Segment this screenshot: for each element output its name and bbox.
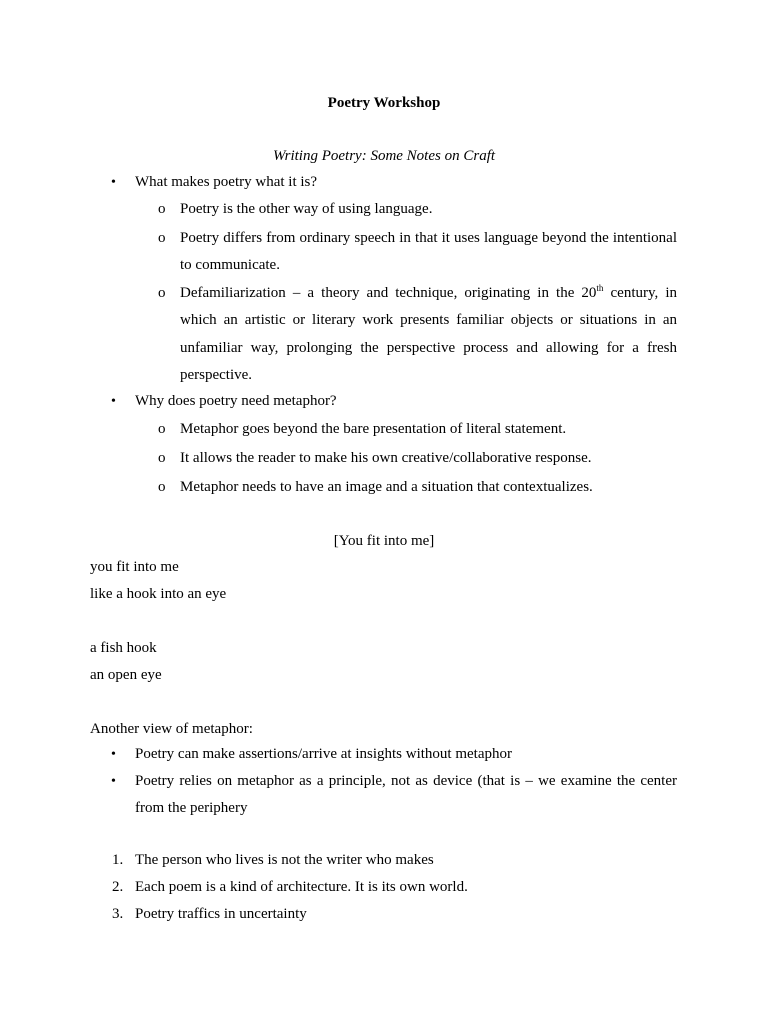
sub-list-item — [90, 415, 677, 444]
sub-item-text: Poetry is the other way of using language. — [180, 201, 433, 217]
circle-bullet-icon: o — [158, 284, 166, 301]
poem-line: a fish hook — [90, 640, 157, 656]
poem-line: like a hook into an eye — [90, 586, 227, 602]
sub-list-item — [90, 196, 677, 224]
section-heading: Another view of metaphor: — [90, 721, 253, 737]
section-what-makes-poetry — [90, 169, 677, 390]
question-text: Why does poetry need metaphor? — [135, 393, 337, 409]
sub-list-item — [90, 280, 677, 390]
item-number: 2. — [112, 879, 124, 895]
document-subtitle: Writing Poetry: Some Notes on Craft — [272, 148, 496, 164]
circle-bullet-icon: o — [158, 201, 166, 217]
sub-item-text-start: Defamiliarization – a theory and technique, originating in the 20 — [180, 284, 597, 301]
ordinal-superscript: th — [596, 282, 604, 293]
poem-line: you fit into me — [90, 559, 179, 575]
bullet-icon: • — [111, 394, 116, 409]
bullet-icon: • — [111, 747, 116, 762]
item-number: 3. — [112, 906, 124, 922]
bullet-text: Poetry relies on metaphor as a principle, not as device (that is – we examine the center from the periphery — [135, 773, 677, 816]
poem-title: [You fit into me] — [333, 533, 435, 549]
sub-item-text: Poetry differs from ordinary speech in that it uses language beyond the intentional to communicate. — [180, 229, 677, 273]
sub-item-text: Metaphor goes beyond the bare presentation of literal statement. — [180, 421, 567, 437]
circle-bullet-icon: o — [158, 229, 166, 246]
item-text: Each poem is a kind of architecture. It is its own world. — [135, 879, 468, 895]
circle-bullet-icon: o — [158, 479, 166, 495]
bullet-icon: • — [111, 175, 116, 190]
sub-item-text-end: century, in which an artistic or literary work presents familiar objects or situations in an unfamiliar way, prolonging the perspective process and allowing for a fresh perspective. — [180, 284, 677, 383]
bullet-question — [90, 169, 677, 196]
numbered-item — [90, 847, 677, 874]
sub-list-item — [90, 473, 677, 502]
circle-bullet-icon: o — [158, 450, 166, 466]
bullet-question — [90, 388, 677, 415]
sub-list-item — [90, 444, 677, 473]
section-why-metaphor — [90, 388, 677, 502]
numbered-item — [90, 874, 677, 901]
bullet-icon: • — [111, 774, 116, 789]
another-view-list — [90, 741, 677, 822]
item-text: The person who lives is not the writer who makes — [135, 852, 434, 868]
bullet-text: Poetry can make assertions/arrive at insights without metaphor — [135, 746, 512, 762]
sub-item-text: It allows the reader to make his own creative/collaborative response. — [180, 450, 592, 466]
poem-line: an open eye — [90, 667, 162, 683]
sub-item-text: Metaphor needs to have an image and a situation that contextualizes. — [180, 479, 593, 495]
numbered-item — [90, 901, 677, 928]
item-number: 1. — [112, 852, 124, 868]
numbered-list — [90, 847, 677, 928]
question-text: What makes poetry what it is? — [135, 174, 318, 190]
bullet-item — [90, 741, 677, 768]
sub-list-item — [90, 225, 677, 280]
document-title: Poetry Workshop — [327, 95, 441, 111]
bullet-item — [90, 768, 677, 822]
item-text: Poetry traffics in uncertainty — [135, 906, 307, 922]
circle-bullet-icon: o — [158, 421, 166, 437]
